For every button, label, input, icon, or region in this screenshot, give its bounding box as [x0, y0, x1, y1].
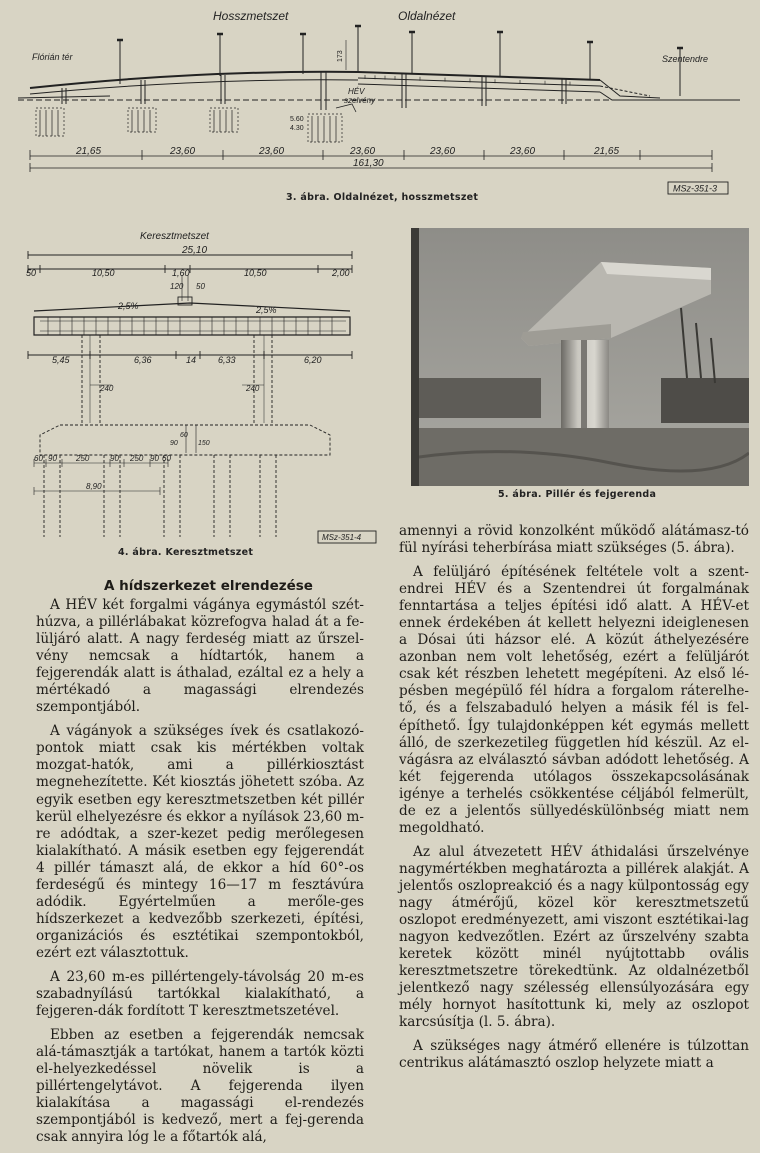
- fig3-dim-2: 23,60: [170, 146, 196, 157]
- right-paragraph-1: amennyi a rövid konzolként működő alátámasz-tó fül nyírási teherbírása miatt szükséges (5. ábra).: [399, 523, 749, 557]
- fig3-dim-1: 21,65: [76, 146, 102, 157]
- fig4-dim-sub: 120: [170, 282, 184, 291]
- right-column: [399, 523, 749, 1079]
- figure-3-caption: 3. ábra. Oldalnézet, hosszmetszet: [286, 192, 479, 203]
- left-column: [36, 597, 364, 1153]
- fig3-dim-7: 21,65: [594, 146, 620, 157]
- left-paragraph-1: A HÉV két forgalmi vágánya egymástól szét-húzva, a pillérlábakat közrefogva halad át a fe-lüljáró alatt. A nagy ferdeség miatt az űrszel-vény nemcsak a hídtartók, hanem a fejgerendák alatt is áthalad, ezáltal ez a hely a mértékadó a magassági elrendezés szempontjából.: [36, 597, 364, 716]
- fig4-dim-row-5: 2,00: [332, 268, 350, 278]
- fig3-label-hosszmetszet: Hosszmetszet: [213, 9, 289, 23]
- fig4-dim-mid-1: 5,45: [52, 355, 70, 365]
- fig4-dim-bottom-2: 90: [48, 454, 57, 463]
- fig4-dim-240-a: 240: [100, 384, 114, 393]
- fig3-label-hev: HÉV: [348, 87, 365, 96]
- fig4-title: Keresztmetszet: [140, 231, 209, 242]
- fig3-label-oldalnezet: Oldalnézet: [398, 9, 456, 23]
- fig4-dim-mid-2: 6,36: [134, 355, 152, 365]
- fig4-dim-60: 60: [180, 432, 188, 439]
- right-paragraph-2: A felüljáró építésének feltétele volt a szent-endrei HÉV és a Szentendrei út forgalmának fenntartása a teljes építési idő alatt. A HÉV-et ennek érdekében át kellett helyezni ideiglenesen a Dósai úti házsor elé. A közút áthelyezésére azonban nem volt lehetőség, ezért a felüljárót csak két részben lehetett megépíteni. Az első lé-pésben megépülő fél hídra a forgalom ráterelhe-tő, és a felszabaduló helyen a másik fél is fel-építhető. Így tulajdonképpen két egymás mellett álló, de szerkezetileg független híd készül. Az el-vágásra az elválasztó sávban adódott lehetőség. A két fejgerenda utólagos összekapcsolásának igénye a terhelés csökkentése céljából felmerült, de ez a jelentős süllyedéskülönbség miatt nem megoldható.: [399, 564, 749, 836]
- fig4-ref: MSz-351-4: [322, 533, 362, 542]
- fig4-dim-150: 150: [198, 440, 210, 447]
- fig3-label-430: 4.30: [290, 125, 304, 132]
- fig4-dim-bottom-3: 250: [76, 454, 90, 463]
- fig4-dim-mid-4: 6,33: [218, 355, 236, 365]
- fig4-dim-bottom-5: 250: [130, 454, 144, 463]
- fig4-dim-bottom-6: 90: [150, 454, 159, 463]
- right-paragraph-3: Az alul átvezetett HÉV áthidalási űrszelvénye nagymértékben meghatározta a pillérek alakját. A jelentős oszlopreakció és a nagy külpontosság egy nagy átmérőjű, közel kör keresztmetszetű oszlopot eredményezett, ami viszont esztétikai-lag nagyon kedvezőtlen. Ezért az űrszelvény szabta keretek között minél nyújtottabb ovális keresztmetszetre törekedtünk. Az oldalnézetből jelentkező nagy szélesség ellensúlyozására egy mély hornyot hasítottunk ki, mely az oszlopot karcsúsítja (l. 5. ábra).: [399, 843, 749, 1031]
- fig4-slope-right: 2,5%: [256, 305, 277, 315]
- fig4-dim-bottom-4: 90: [110, 454, 119, 463]
- fig4-dim-240-b: 240: [246, 384, 260, 393]
- fig4-dim-890: 8,90: [86, 482, 102, 491]
- figure-5-photo: [411, 228, 749, 486]
- pier-photo-illustration: [411, 228, 749, 486]
- figure-4-drawing: [0, 225, 400, 545]
- left-paragraph-3: A 23,60 m-es pillértengely-távolság 20 m-es szabadnyílású tartókkal kialakítható, a fejgeren-dák fordított T keresztmetszetével.: [36, 968, 364, 1020]
- fig3-label-173: 173: [337, 50, 344, 62]
- fig3-ref: MSz-351-3: [673, 183, 718, 194]
- fig4-dim-bottom-7: 60: [162, 454, 171, 463]
- fig4-dim-mid-3: 14: [186, 355, 197, 365]
- fig3-label-szentendre: Szentendre: [662, 54, 709, 64]
- fig4-dim-row-2: 10,50: [92, 268, 115, 278]
- fig3-dim-3: 23,60: [259, 146, 285, 157]
- right-paragraph-4: A szükséges nagy átmérő ellenére is túlzottan centrikus alátámasztó oszlop helyzete miatt a: [399, 1038, 749, 1072]
- fig4-dim-90: 90: [170, 440, 178, 447]
- fig4-dim-mid-5: 6,20: [304, 355, 322, 365]
- fig3-label-560: 5.60: [290, 116, 304, 123]
- fig3-label-szelveny: szelvény: [344, 96, 376, 105]
- fig4-dim-row-3: 1,60: [172, 268, 190, 278]
- fig4-dim-bottom-1: 60: [34, 454, 43, 463]
- fig4-dim-row-4: 10,50: [244, 268, 267, 278]
- fig3-dim-5: 23,60: [430, 146, 456, 157]
- fig4-dim-row-1: 50: [26, 268, 37, 278]
- fig3-dim-4: 23,60: [350, 146, 376, 157]
- fig3-dim-total: 161,30: [353, 158, 384, 169]
- left-paragraph-4: Ebben az esetben a fejgerendák nemcsak alá-támasztják a tartókat, hanem a tartók közti el-helyezkedéssel növelik is a pillértengelytávot. A fejgerenda ilyen kialakítása a magassági el-rendezés szempontjából is kedvező, mert a fej-gerenda csak annyira lóg le a főtartók alá,: [36, 1027, 364, 1146]
- fig4-slope-left: 2,5%: [118, 301, 139, 311]
- section-heading: A hídszerkezet elrendezése: [104, 578, 313, 594]
- fig3-label-florian: Flórián tér: [32, 52, 73, 62]
- figure-4-caption: 4. ábra. Keresztmetszet: [118, 547, 254, 558]
- figure-5-caption: 5. ábra. Pillér és fejgerenda: [498, 489, 657, 500]
- fig4-dim-top: 25,10: [182, 245, 208, 256]
- fig4-dim-sub2: 50: [196, 282, 205, 291]
- left-paragraph-2: A vágányok a szükséges ívek és csatlakozó-pontok miatt csak kis mértékben voltak mozgat-hatók, ami a pillérkiosztást megnehezítette. Két kiosztás jöhetett szóba. Az egyik esetben egy keresztmetszetben két pillér kerül elhelyezésre és ekkor a nyílások 23,60 m-re adódtak, a szer-kezet pedig merőlegesen kialakítható. A másik esetben egy fejgerendát 4 pillér támaszt alá, de ekkor a híd 60°-os ferdeségű és mintegy 16—17 m fesztávúra adódik. Egyértelműen a merőle-ges hídszerkezet a kedvezőbb szerkezeti, építési, organizációs és esztétikai szempontokból, ezért ezt választottuk.: [36, 723, 364, 961]
- figure-3-drawing: [0, 0, 760, 210]
- fig3-dim-6: 23,60: [510, 146, 536, 157]
